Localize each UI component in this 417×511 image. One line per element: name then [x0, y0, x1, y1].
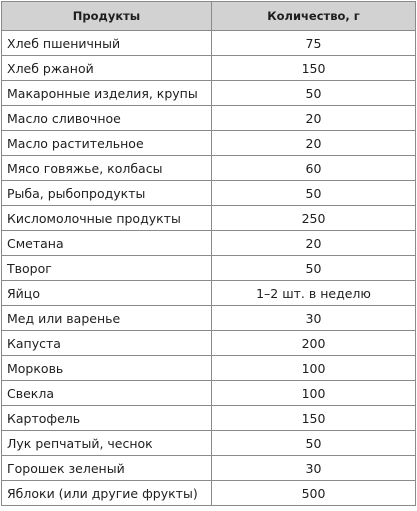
product-cell: Хлеб ржаной [2, 56, 212, 81]
product-cell: Мед или варенье [2, 306, 212, 331]
product-cell: Рыба, рыбопродукты [2, 181, 212, 206]
table-row [2, 206, 416, 231]
table-row [2, 356, 416, 381]
quantity-cell: 30 [212, 456, 416, 481]
table-row [2, 281, 416, 306]
table-row [2, 406, 416, 431]
quantity-cell: 150 [212, 56, 416, 81]
table-header [2, 2, 416, 31]
quantity-cell: 50 [212, 431, 416, 456]
quantity-cell: 100 [212, 356, 416, 381]
product-cell: Макаронные изделия, крупы [2, 81, 212, 106]
table-row [2, 131, 416, 156]
quantity-cell: 250 [212, 206, 416, 231]
quantity-cell: 20 [212, 106, 416, 131]
quantity-cell: 50 [212, 256, 416, 281]
table-row [2, 456, 416, 481]
table-row [2, 431, 416, 456]
table-row [2, 306, 416, 331]
product-cell: Капуста [2, 331, 212, 356]
header-product: Продукты [2, 2, 212, 31]
table-row [2, 381, 416, 406]
quantity-cell: 75 [212, 31, 416, 56]
table-row [2, 81, 416, 106]
table-row [2, 106, 416, 131]
quantity-cell: 30 [212, 306, 416, 331]
product-cell: Лук репчатый, чеснок [2, 431, 212, 456]
product-cell: Яблоки (или другие фрукты) [2, 481, 212, 506]
header-row [2, 2, 416, 31]
quantity-cell: 500 [212, 481, 416, 506]
header-quantity: Количество, г [212, 2, 416, 31]
quantity-cell: 100 [212, 381, 416, 406]
table-body [2, 31, 416, 506]
product-cell: Творог [2, 256, 212, 281]
product-cell: Кисломолочные продукты [2, 206, 212, 231]
product-cell: Горошек зеленый [2, 456, 212, 481]
product-cell: Масло растительное [2, 131, 212, 156]
quantity-cell: 20 [212, 231, 416, 256]
product-cell: Морковь [2, 356, 212, 381]
product-cell: Свекла [2, 381, 212, 406]
table-row [2, 481, 416, 506]
table-row [2, 231, 416, 256]
product-cell: Масло сливочное [2, 106, 212, 131]
table-row [2, 156, 416, 181]
quantity-cell: 50 [212, 81, 416, 106]
table-row [2, 31, 416, 56]
food-quantity-table [1, 1, 416, 506]
table-row [2, 56, 416, 81]
product-cell: Яйцо [2, 281, 212, 306]
quantity-cell: 50 [212, 181, 416, 206]
product-cell: Сметана [2, 231, 212, 256]
quantity-cell: 60 [212, 156, 416, 181]
product-cell: Картофель [2, 406, 212, 431]
product-cell: Мясо говяжье, колбасы [2, 156, 212, 181]
table-row [2, 256, 416, 281]
product-cell: Хлеб пшеничный [2, 31, 212, 56]
quantity-cell: 1–2 шт. в неделю [212, 281, 416, 306]
quantity-cell: 150 [212, 406, 416, 431]
table-row [2, 331, 416, 356]
quantity-cell: 200 [212, 331, 416, 356]
table-row [2, 181, 416, 206]
quantity-cell: 20 [212, 131, 416, 156]
